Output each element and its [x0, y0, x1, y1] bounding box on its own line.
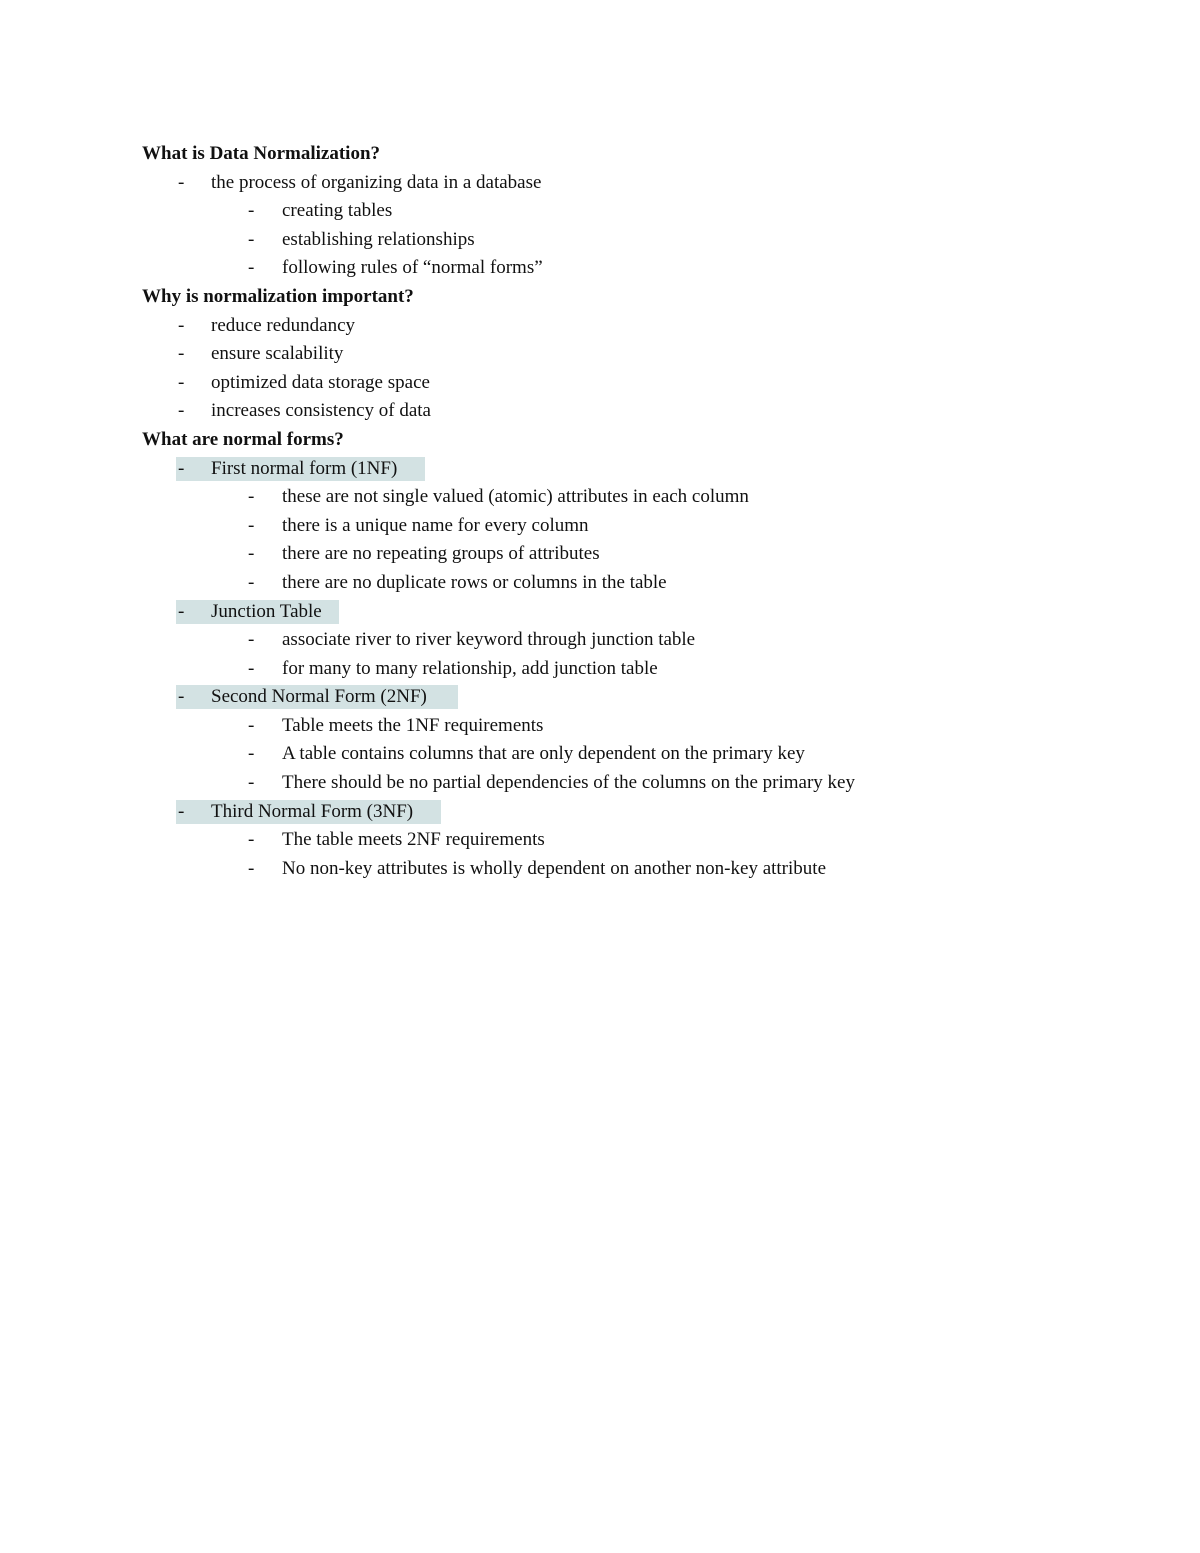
sub-list-item-text: A table contains columns that are only dependent on the primary key — [282, 743, 805, 765]
list-item-text: ensure scalability — [211, 343, 344, 365]
dash-bullet: - — [248, 772, 255, 794]
dash-bullet: - — [248, 200, 255, 222]
list-item-text: Second Normal Form (2NF) — [211, 686, 427, 708]
list-item-text: increases consistency of data — [211, 400, 431, 422]
dash-bullet: - — [248, 857, 255, 879]
dash-bullet: - — [248, 743, 255, 765]
dash-bullet: - — [178, 343, 185, 365]
list-item-text: Third Normal Form (3NF) — [211, 800, 414, 822]
highlight-band — [176, 600, 339, 624]
list-item — [142, 340, 1102, 369]
highlighted-list-item — [142, 455, 1102, 484]
sub-list-item-text: there are no duplicate rows or columns in the table — [282, 571, 667, 593]
sub-list-item-text: establishing relationships — [282, 228, 475, 250]
list-item — [142, 369, 1102, 398]
highlight-band — [176, 457, 425, 481]
highlighted-list-item — [142, 798, 1102, 827]
sub-list-item-text: for many to many relationship, add junction table — [282, 657, 658, 679]
sub-list-item-text: following rules of “normal forms” — [282, 257, 543, 279]
dash-bullet: - — [248, 571, 255, 593]
sub-list-item — [142, 712, 1102, 741]
list-item-text: Junction Table — [211, 600, 322, 622]
sub-list-item — [142, 512, 1102, 541]
document-content — [142, 140, 1102, 883]
sub-list-item — [142, 483, 1102, 512]
dash-bullet: - — [178, 800, 185, 822]
sub-list-item-text: Table meets the 1NF requirements — [282, 714, 544, 736]
dash-bullet: - — [248, 829, 255, 851]
sub-list-item-text: there is a unique name for every column — [282, 514, 589, 536]
list-item-text: optimized data storage space — [211, 371, 430, 393]
dash-bullet: - — [248, 257, 255, 279]
dash-bullet: - — [248, 543, 255, 565]
sub-list-item-text: these are not single valued (atomic) attributes in each column — [282, 486, 749, 508]
list-item-text: reduce redundancy — [211, 314, 356, 336]
dash-bullet: - — [248, 514, 255, 536]
highlighted-list-item — [142, 598, 1102, 627]
sub-list-item-text: There should be no partial dependencies of the columns on the primary key — [282, 772, 855, 794]
dash-bullet: - — [248, 657, 255, 679]
highlighted-list-item — [142, 683, 1102, 712]
sub-list-item — [142, 626, 1102, 655]
sub-list-item — [142, 769, 1102, 798]
list-item-text: First normal form (1NF) — [211, 457, 398, 479]
highlight-band — [176, 685, 458, 709]
list-item — [142, 397, 1102, 426]
list-item — [142, 169, 1102, 198]
sub-list-item — [142, 226, 1102, 255]
sub-list-item — [142, 855, 1102, 884]
sub-list-item-text: associate river to river keyword through junction table — [282, 629, 696, 651]
section-heading: What are normal forms? — [142, 428, 344, 450]
section-heading: Why is normalization important? — [142, 285, 414, 307]
dash-bullet: - — [248, 228, 255, 250]
sub-list-item — [142, 655, 1102, 684]
sub-list-item — [142, 540, 1102, 569]
dash-bullet: - — [178, 600, 185, 622]
list-item — [142, 312, 1102, 341]
list-item-text: the process of organizing data in a database — [211, 171, 542, 193]
highlight-band — [176, 800, 441, 824]
dash-bullet: - — [248, 629, 255, 651]
sub-list-item — [142, 826, 1102, 855]
sub-list-item-text: there are no repeating groups of attributes — [282, 543, 600, 565]
sub-list-item-text: The table meets 2NF requirements — [282, 829, 545, 851]
dash-bullet: - — [248, 714, 255, 736]
sub-list-item — [142, 740, 1102, 769]
sub-list-item — [142, 569, 1102, 598]
dash-bullet: - — [178, 686, 185, 708]
dash-bullet: - — [178, 457, 185, 479]
dash-bullet: - — [178, 171, 185, 193]
sub-list-item — [142, 197, 1102, 226]
section-heading: What is Data Normalization? — [142, 143, 381, 164]
dash-bullet: - — [178, 314, 185, 336]
sub-list-item-text: creating tables — [282, 200, 393, 222]
sub-list-item-text: No non-key attributes is wholly dependent on another non-key attribute — [282, 857, 827, 879]
dash-bullet: - — [178, 371, 185, 393]
dash-bullet: - — [248, 486, 255, 508]
dash-bullet: - — [178, 400, 185, 422]
sub-list-item — [142, 254, 1102, 283]
